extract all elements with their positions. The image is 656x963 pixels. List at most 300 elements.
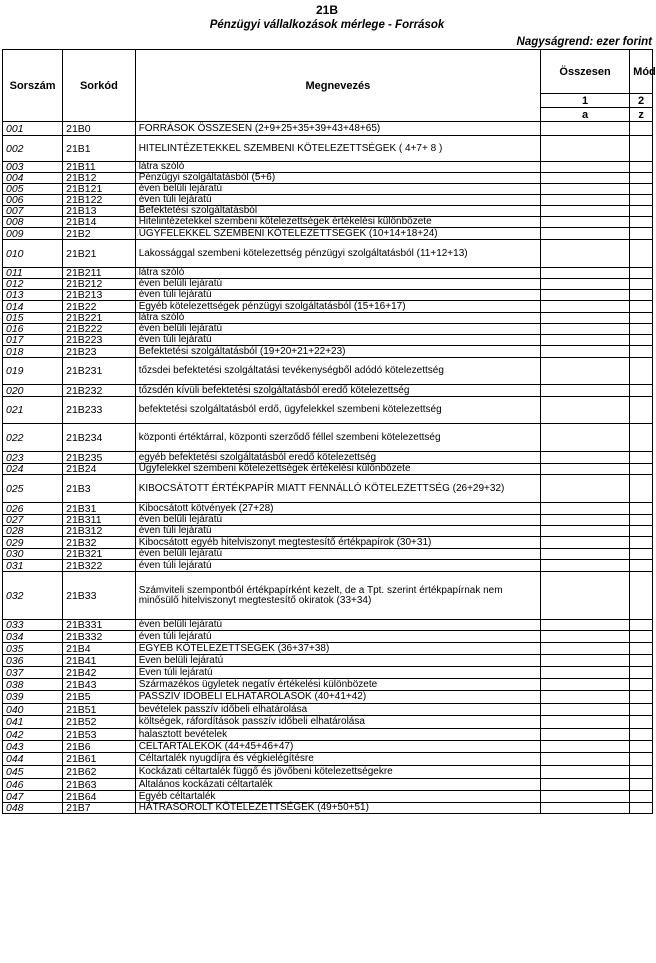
- row-name: Befektetési szolgáltatásból: [135, 206, 540, 217]
- row-name: befektetési szolgáltatásból erdő, ügyfelekkel szembeni kötelezettség: [135, 397, 540, 424]
- row-number: 036: [3, 655, 63, 667]
- row-mod-cell: [630, 791, 653, 803]
- row-code: 21B21: [63, 240, 136, 268]
- row-osszesen-cell: [541, 729, 630, 741]
- row-mod-cell: [630, 335, 653, 346]
- row-code: 21B231: [63, 358, 136, 385]
- row-name: tőzsdei befektetési szolgáltatási tevékenységből adódó kötelezettség: [135, 358, 540, 385]
- row-number: 033: [3, 620, 63, 631]
- row-number: 046: [3, 779, 63, 791]
- row-number: 001: [3, 122, 63, 136]
- row-code: 21B13: [63, 206, 136, 217]
- table-row: [3, 335, 653, 346]
- row-osszesen-cell: [541, 195, 630, 206]
- table-row: [3, 385, 653, 397]
- row-number: 008: [3, 217, 63, 228]
- row-code: 21B213: [63, 290, 136, 301]
- row-mod-cell: [630, 313, 653, 324]
- row-name: tőzsdén kívüli befektetési szolgáltatásból eredő kötelezettség: [135, 385, 540, 397]
- row-code: 21B0: [63, 122, 136, 136]
- row-osszesen-cell: [541, 631, 630, 643]
- table-row: [3, 122, 653, 136]
- row-number: 025: [3, 475, 63, 503]
- header-mod: Mód: [630, 50, 653, 94]
- row-osszesen-cell: [541, 122, 630, 136]
- header-mod-letter: z: [630, 108, 653, 122]
- row-code: 21B22: [63, 301, 136, 313]
- row-name: Kibocsátott egyéb hitelviszonyt megtestesítő értékpapírok (30+31): [135, 537, 540, 549]
- row-number: 027: [3, 515, 63, 526]
- row-osszesen-cell: [541, 301, 630, 313]
- row-mod-cell: [630, 195, 653, 206]
- row-osszesen-cell: [541, 228, 630, 240]
- row-code: 21B1: [63, 136, 136, 162]
- row-number: 030: [3, 549, 63, 560]
- table-row: [3, 779, 653, 791]
- row-code: 21B14: [63, 217, 136, 228]
- row-name: Általános kockázati céltartalék: [135, 779, 540, 791]
- row-code: 21B223: [63, 335, 136, 346]
- row-name: Kibocsátott kötvények (27+28): [135, 503, 540, 515]
- row-number: 004: [3, 173, 63, 184]
- row-number: 028: [3, 526, 63, 537]
- row-mod-cell: [630, 279, 653, 290]
- table-row: [3, 766, 653, 779]
- row-number: 040: [3, 704, 63, 716]
- table-row: [3, 526, 653, 537]
- row-name: FORRÁSOK ÖSSZESEN (2+9+25+35+39+43+48+65): [135, 122, 540, 136]
- table-row: [3, 162, 653, 173]
- row-name: éven túli lejáratú: [135, 526, 540, 537]
- row-code: 21B11: [63, 162, 136, 173]
- row-number: 013: [3, 290, 63, 301]
- row-number: 022: [3, 424, 63, 452]
- row-number: 042: [3, 729, 63, 741]
- row-mod-cell: [630, 631, 653, 643]
- row-mod-cell: [630, 503, 653, 515]
- row-mod-cell: [630, 290, 653, 301]
- row-code: 21B4: [63, 643, 136, 655]
- row-name: Ügyfelekkel szembeni kötelezettségek értékelési különbözete: [135, 464, 540, 475]
- row-osszesen-cell: [541, 716, 630, 729]
- row-number: 032: [3, 572, 63, 620]
- table-row: [3, 549, 653, 560]
- row-number: 043: [3, 741, 63, 753]
- row-osszesen-cell: [541, 791, 630, 803]
- row-osszesen-cell: [541, 537, 630, 549]
- table-row: [3, 691, 653, 704]
- table-row: [3, 324, 653, 335]
- row-name: éven túli lejáratú: [135, 631, 540, 643]
- row-name: központi értéktárral, központi szerződő féllel szembeni kötelezettség: [135, 424, 540, 452]
- row-name: Kockázati céltartalék függő és jövőbeni kötelezettségekre: [135, 766, 540, 779]
- header-sorkod: Sorkód: [63, 50, 136, 122]
- row-mod-cell: [630, 704, 653, 716]
- table-row: [3, 217, 653, 228]
- row-number: 007: [3, 206, 63, 217]
- row-code: 21B321: [63, 549, 136, 560]
- form-code: 21B: [315, 3, 338, 17]
- row-name: ÜGYFELEKKEL SZEMBENI KÖTELEZETTSÉGEK (10+14+18+24): [135, 228, 540, 240]
- row-osszesen-cell: [541, 184, 630, 195]
- table-row: [3, 716, 653, 729]
- row-number: 035: [3, 643, 63, 655]
- row-name: Egyéb céltartalék: [135, 791, 540, 803]
- row-osszesen-cell: [541, 803, 630, 814]
- row-number: 023: [3, 452, 63, 464]
- row-name: Egyéb kötelezettségek pénzügyi szolgáltatásból (15+16+17): [135, 301, 540, 313]
- row-name: költségek, ráfordítások passzív időbeli elhatárolása: [135, 716, 540, 729]
- row-number: 006: [3, 195, 63, 206]
- row-number: 021: [3, 397, 63, 424]
- row-mod-cell: [630, 753, 653, 766]
- row-osszesen-cell: [541, 549, 630, 560]
- row-mod-cell: [630, 526, 653, 537]
- row-osszesen-cell: [541, 655, 630, 667]
- row-osszesen-cell: [541, 464, 630, 475]
- row-mod-cell: [630, 464, 653, 475]
- row-osszesen-cell: [541, 240, 630, 268]
- row-name: bevételek passzív időbeli elhatárolása: [135, 704, 540, 716]
- row-name: HITELINTÉZETEKKEL SZEMBENI KÖTELEZETTSÉGEK ( 4+7+ 8 ): [135, 136, 540, 162]
- row-code: 21B64: [63, 791, 136, 803]
- table-row: [3, 679, 653, 691]
- header-megnevezes: Megnevezés: [135, 50, 540, 122]
- row-code: 21B212: [63, 279, 136, 290]
- table-row: [3, 753, 653, 766]
- row-number: 041: [3, 716, 63, 729]
- row-code: 21B7: [63, 803, 136, 814]
- row-osszesen-cell: [541, 620, 630, 631]
- row-mod-cell: [630, 515, 653, 526]
- row-mod-cell: [630, 324, 653, 335]
- table-row: [3, 397, 653, 424]
- row-code: 21B52: [63, 716, 136, 729]
- table-row: [3, 620, 653, 631]
- row-mod-cell: [630, 452, 653, 464]
- row-osszesen-cell: [541, 572, 630, 620]
- table-row: [3, 791, 653, 803]
- row-mod-cell: [630, 560, 653, 572]
- row-osszesen-cell: [541, 162, 630, 173]
- row-mod-cell: [630, 549, 653, 560]
- row-code: 21B53: [63, 729, 136, 741]
- table-row: [3, 655, 653, 667]
- row-mod-cell: [630, 691, 653, 704]
- row-mod-cell: [630, 228, 653, 240]
- row-name: halasztott bevételek: [135, 729, 540, 741]
- table-row: [3, 704, 653, 716]
- row-name: éven belüli lejáratú: [135, 324, 540, 335]
- row-number: 038: [3, 679, 63, 691]
- row-name: éven túli lejáratú: [135, 195, 540, 206]
- table-row: [3, 346, 653, 358]
- row-number: 029: [3, 537, 63, 549]
- row-osszesen-cell: [541, 526, 630, 537]
- row-number: 034: [3, 631, 63, 643]
- row-osszesen-cell: [541, 206, 630, 217]
- row-code: 21B5: [63, 691, 136, 704]
- row-code: 21B211: [63, 268, 136, 279]
- row-osszesen-cell: [541, 679, 630, 691]
- row-code: 21B63: [63, 779, 136, 791]
- row-osszesen-cell: [541, 279, 630, 290]
- row-osszesen-cell: [541, 385, 630, 397]
- row-mod-cell: [630, 679, 653, 691]
- row-code: 21B33: [63, 572, 136, 620]
- row-name: Éven túli lejáratú: [135, 667, 540, 679]
- row-number: 039: [3, 691, 63, 704]
- row-code: 21B62: [63, 766, 136, 779]
- row-mod-cell: [630, 667, 653, 679]
- balance-sheet-table: [2, 49, 656, 814]
- row-osszesen-cell: [541, 324, 630, 335]
- row-osszesen-cell: [541, 313, 630, 324]
- row-mod-cell: [630, 136, 653, 162]
- row-mod-cell: [630, 424, 653, 452]
- row-mod-cell: [630, 803, 653, 814]
- row-osszesen-cell: [541, 766, 630, 779]
- row-mod-cell: [630, 729, 653, 741]
- table-row: [3, 184, 653, 195]
- row-osszesen-cell: [541, 358, 630, 385]
- row-osszesen-cell: [541, 217, 630, 228]
- row-mod-cell: [630, 779, 653, 791]
- row-osszesen-cell: [541, 452, 630, 464]
- row-number: 024: [3, 464, 63, 475]
- row-osszesen-cell: [541, 779, 630, 791]
- row-code: 21B311: [63, 515, 136, 526]
- row-name: Befektetési szolgáltatásból (19+20+21+22+23): [135, 346, 540, 358]
- table-row: [3, 290, 653, 301]
- row-number: 019: [3, 358, 63, 385]
- row-name: EGYÉB KÖTELEZETTSÉGEK (36+37+38): [135, 643, 540, 655]
- table-row: [3, 572, 653, 620]
- row-mod-cell: [630, 643, 653, 655]
- row-name: Hitelintézetekkel szembeni kötelezettségek értékelési különbözete: [135, 217, 540, 228]
- row-code: 21B31: [63, 503, 136, 515]
- row-name: Pénzügyi szolgáltatásból (5+6): [135, 173, 540, 184]
- row-number: 011: [3, 268, 63, 279]
- table-row: [3, 195, 653, 206]
- table-row: [3, 228, 653, 240]
- row-number: 026: [3, 503, 63, 515]
- row-code: 21B332: [63, 631, 136, 643]
- row-mod-cell: [630, 358, 653, 385]
- row-number: 002: [3, 136, 63, 162]
- table-row: [3, 537, 653, 549]
- table-row: [3, 643, 653, 655]
- table-row: [3, 631, 653, 643]
- row-number: 010: [3, 240, 63, 268]
- row-mod-cell: [630, 741, 653, 753]
- row-number: 017: [3, 335, 63, 346]
- row-code: 21B121: [63, 184, 136, 195]
- table-row: [3, 803, 653, 814]
- table-row: [3, 560, 653, 572]
- row-code: 21B51: [63, 704, 136, 716]
- row-name: Éven belüli lejáratú: [135, 655, 540, 667]
- row-code: 21B12: [63, 173, 136, 184]
- row-number: 047: [3, 791, 63, 803]
- table-row: [3, 268, 653, 279]
- row-mod-cell: [630, 475, 653, 503]
- row-osszesen-cell: [541, 290, 630, 301]
- row-osszesen-cell: [541, 335, 630, 346]
- row-osszesen-cell: [541, 346, 630, 358]
- row-name: éven túli lejáratú: [135, 560, 540, 572]
- table-row: [3, 452, 653, 464]
- row-mod-cell: [630, 184, 653, 195]
- table-row: [3, 464, 653, 475]
- row-code: 21B32: [63, 537, 136, 549]
- row-number: 012: [3, 279, 63, 290]
- row-mod-cell: [630, 173, 653, 184]
- row-number: 015: [3, 313, 63, 324]
- row-osszesen-cell: [541, 136, 630, 162]
- table-row: [3, 667, 653, 679]
- row-name: Származékos ügyletek negatív értékelési különbözete: [135, 679, 540, 691]
- row-code: 21B221: [63, 313, 136, 324]
- row-osszesen-cell: [541, 424, 630, 452]
- row-name: éven túli lejáratú: [135, 335, 540, 346]
- row-osszesen-cell: [541, 397, 630, 424]
- table-row: [3, 741, 653, 753]
- row-name: Céltartalék nyugdíjra és végkielégítésre: [135, 753, 540, 766]
- table-row: [3, 358, 653, 385]
- header-osszesen-letter: a: [541, 108, 630, 122]
- unit-label: Nagyságrend: ezer forint: [516, 36, 652, 48]
- table-row: [3, 301, 653, 313]
- row-osszesen-cell: [541, 741, 630, 753]
- row-code: 21B41: [63, 655, 136, 667]
- row-code: 21B3: [63, 475, 136, 503]
- row-number: 016: [3, 324, 63, 335]
- table-row: [3, 206, 653, 217]
- row-name: HÁTRASOROLT KÖTELEZETTSÉGEK (49+50+51): [135, 803, 540, 814]
- row-code: 21B235: [63, 452, 136, 464]
- row-mod-cell: [630, 217, 653, 228]
- row-code: 21B234: [63, 424, 136, 452]
- row-name: CÉLTARTALÉKOK (44+45+46+47): [135, 741, 540, 753]
- row-code: 21B331: [63, 620, 136, 631]
- row-code: 21B23: [63, 346, 136, 358]
- row-number: 031: [3, 560, 63, 572]
- table-row: [3, 424, 653, 452]
- row-name: látra szóló: [135, 268, 540, 279]
- table-row: [3, 503, 653, 515]
- row-number: 020: [3, 385, 63, 397]
- row-osszesen-cell: [541, 667, 630, 679]
- row-osszesen-cell: [541, 753, 630, 766]
- row-number: 045: [3, 766, 63, 779]
- row-code: 21B233: [63, 397, 136, 424]
- row-name: Számviteli szempontból értékpapírként kezelt, de a Tpt. szerint értékpapírnak nem minősülő hitelviszonyt megtestesítő okiratok (33+34): [135, 572, 540, 620]
- row-number: 018: [3, 346, 63, 358]
- row-name: PASSZÍV IDŐBELI ELHATÁROLÁSOK (40+41+42): [135, 691, 540, 704]
- row-name: látra szóló: [135, 162, 540, 173]
- row-code: 21B232: [63, 385, 136, 397]
- row-osszesen-cell: [541, 704, 630, 716]
- table-row: [3, 313, 653, 324]
- row-osszesen-cell: [541, 643, 630, 655]
- table-row: [3, 729, 653, 741]
- row-name: éven belüli lejáratú: [135, 184, 540, 195]
- table-row: [3, 136, 653, 162]
- row-mod-cell: [630, 122, 653, 136]
- row-number: 044: [3, 753, 63, 766]
- header-osszesen-num: 1: [541, 94, 630, 108]
- row-osszesen-cell: [541, 691, 630, 704]
- row-name: KIBOCSÁTOTT ÉRTÉKPAPÍR MIATT FENNÁLLÓ KÖTELEZETTSÉG (26+29+32): [135, 475, 540, 503]
- row-name: éven belüli lejáratú: [135, 620, 540, 631]
- row-code: 21B61: [63, 753, 136, 766]
- row-code: 21B322: [63, 560, 136, 572]
- page-title: Pénzügyi vállalkozások mérlege - Források: [209, 19, 445, 31]
- table-row: [3, 515, 653, 526]
- table-row: [3, 475, 653, 503]
- row-osszesen-cell: [541, 515, 630, 526]
- row-mod-cell: [630, 397, 653, 424]
- row-osszesen-cell: [541, 475, 630, 503]
- row-number: 003: [3, 162, 63, 173]
- row-code: 21B122: [63, 195, 136, 206]
- row-mod-cell: [630, 716, 653, 729]
- row-mod-cell: [630, 655, 653, 667]
- header-sorszam: Sorszám: [3, 50, 63, 122]
- header-osszesen: Összesen: [541, 50, 630, 94]
- row-code: 21B222: [63, 324, 136, 335]
- row-name: Lakossággal szembeni kötelezettség pénzügyi szolgáltatásból (11+12+13): [135, 240, 540, 268]
- table-row: [3, 240, 653, 268]
- row-mod-cell: [630, 346, 653, 358]
- row-code: 21B312: [63, 526, 136, 537]
- row-mod-cell: [630, 206, 653, 217]
- row-number: 048: [3, 803, 63, 814]
- row-name: látra szóló: [135, 313, 540, 324]
- row-mod-cell: [630, 268, 653, 279]
- row-name: éven túli lejáratú: [135, 290, 540, 301]
- table-row: [3, 173, 653, 184]
- row-name: éven belüli lejáratú: [135, 549, 540, 560]
- row-osszesen-cell: [541, 503, 630, 515]
- row-mod-cell: [630, 240, 653, 268]
- row-code: 21B6: [63, 741, 136, 753]
- row-osszesen-cell: [541, 560, 630, 572]
- row-number: 037: [3, 667, 63, 679]
- row-mod-cell: [630, 162, 653, 173]
- row-mod-cell: [630, 537, 653, 549]
- row-name: éven belüli lejáratú: [135, 515, 540, 526]
- row-mod-cell: [630, 620, 653, 631]
- row-name: egyéb befektetési szolgáltatásból eredő kötelezettség: [135, 452, 540, 464]
- row-mod-cell: [630, 385, 653, 397]
- row-mod-cell: [630, 572, 653, 620]
- row-mod-cell: [630, 301, 653, 313]
- row-mod-cell: [630, 766, 653, 779]
- row-number: 005: [3, 184, 63, 195]
- row-code: 21B2: [63, 228, 136, 240]
- row-code: 21B43: [63, 679, 136, 691]
- row-code: 21B24: [63, 464, 136, 475]
- row-osszesen-cell: [541, 268, 630, 279]
- row-number: 009: [3, 228, 63, 240]
- table-row: [3, 279, 653, 290]
- row-osszesen-cell: [541, 173, 630, 184]
- header-mod-num: 2: [630, 94, 653, 108]
- row-code: 21B42: [63, 667, 136, 679]
- row-number: 014: [3, 301, 63, 313]
